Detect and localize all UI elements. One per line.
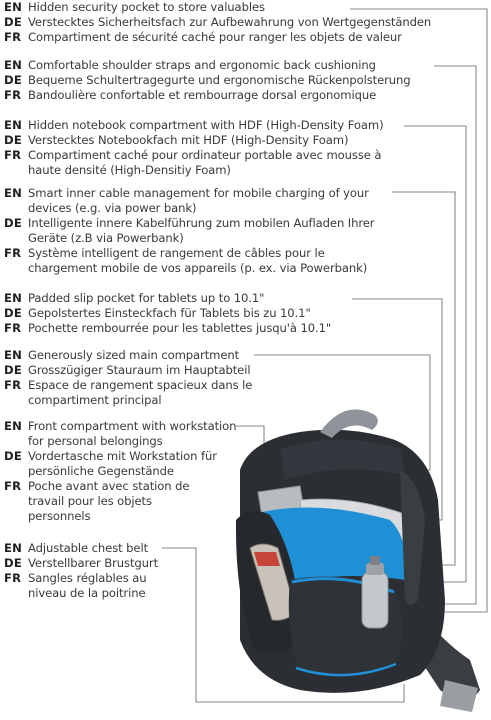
lang-code-de: DE [4,15,22,29]
feature-text: Smart inner cable management for mobile charging of your [28,186,369,200]
feature-line-en [4,541,158,556]
feature-text: persönliche Gegenstände [28,464,174,478]
feature-text: Verstellbarer Brustgurt [28,556,159,570]
lang-code-de: DE [4,216,22,230]
feature-line-en [4,419,236,434]
feature-line-en [4,118,384,133]
feature-text: Padded slip pocket for tablets up to 10.1" [28,291,265,305]
feature-line-fr [4,571,158,586]
feature-text: personnels [28,509,91,523]
feature-text: Comfortable shoulder straps and ergonomic back cushioning [28,58,376,72]
feature-line-de [4,556,158,571]
feature-line-fr [4,148,384,163]
feature-line-fr [4,246,374,261]
feature-shoulder-straps [4,58,411,103]
feature-text: Geräte (z.B via Powerbank) [28,231,184,245]
lang-code-en: EN [4,118,23,132]
feature-line-en [4,291,331,306]
feature-line-de-cont [4,464,236,479]
feature-text: Bequeme Schultertragegurte und ergonomische Rückenpolsterung [28,73,411,87]
feature-line-fr [4,321,331,336]
lang-code-de: DE [4,363,22,377]
feature-text: Grosszügiger Stauraum im Hauptabteil [28,363,251,377]
feature-text: Hidden security pocket to store valuables [28,0,265,14]
lang-code-en: EN [4,348,23,362]
lang-code-fr: FR [4,30,22,44]
feature-text: Intelligente innere Kabelführung zum mobilen Aufladen Ihrer [28,216,375,230]
lang-code-fr: FR [4,571,22,585]
lang-code-en: EN [4,0,23,14]
lang-code-fr: FR [4,479,22,493]
lang-code-de: DE [4,73,22,87]
lang-code-de: DE [4,449,22,463]
feature-line-fr-cont [4,163,384,178]
feature-text: Adjustable chest belt [28,541,149,555]
feature-text: compartiment principal [28,393,162,407]
feature-line-de [4,133,384,148]
feature-text: Système intelligent de rangement de câbles pour le [28,246,325,260]
feature-line-en [4,186,374,201]
feature-front-compartment [4,419,236,524]
feature-line-en [4,348,252,363]
lang-code-de: DE [4,133,22,147]
lang-code-en: EN [4,291,23,305]
lang-code-de: DE [4,306,22,320]
feature-line-de [4,15,431,30]
feature-line-en-cont [4,434,236,449]
feature-line-fr [4,30,431,45]
lang-code-en: EN [4,419,23,433]
feature-text: Poche avant avec station de [28,479,190,493]
feature-text: Sangles réglables au [28,571,147,585]
feature-main-compartment [4,348,252,408]
feature-line-de [4,73,411,88]
feature-line-fr-cont [4,261,374,276]
feature-line-fr-cont [4,494,236,509]
lang-code-en: EN [4,541,23,555]
feature-line-fr-cont [4,509,236,524]
lang-code-fr: FR [4,88,22,102]
feature-text: travail pour les objets [28,494,152,508]
lang-code-fr: FR [4,148,22,162]
feature-cable-management [4,186,374,276]
feature-line-fr-cont [4,393,252,408]
feature-line-de [4,449,236,464]
feature-line-fr [4,479,236,494]
feature-text: Generously sized main compartment [28,348,240,362]
feature-text: Verstecktes Notebookfach mit HDF (High-Density Foam) [28,133,349,147]
feature-line-en [4,58,411,73]
lang-code-fr: FR [4,246,22,260]
feature-text: Vordertasche mit Workstation für [28,449,217,463]
feature-line-fr [4,88,411,103]
lang-code-en: EN [4,58,23,72]
feature-line-en [4,0,431,15]
feature-chest-belt [4,541,158,601]
lang-code-de: DE [4,556,22,570]
feature-line-de [4,306,331,321]
feature-text: Bandoulière confortable et rembourrage dorsal ergonomique [28,88,377,102]
feature-text: for personal belongings [28,434,163,448]
feature-text: Compartiment de sécurité caché pour ranger les objets de valeur [28,30,402,44]
feature-line-fr-cont [4,586,158,601]
feature-text: Espace de rangement spacieux dans le [28,378,253,392]
feature-text: Verstecktes Sicherheitsfach zur Aufbewahrung von Wertgegenständen [28,15,432,29]
feature-text: Front compartment with workstation [28,419,237,433]
lang-code-fr: FR [4,321,22,335]
feature-line-fr [4,378,252,393]
feature-text: Compartiment caché pour ordinateur portable avec mousse à [28,148,382,162]
feature-text: devices (e.g. via power bank) [28,201,197,215]
feature-security-pocket [4,0,431,45]
feature-text: chargement mobile de vos appareils (p. ex. via Powerbank) [28,261,368,275]
feature-tablet-pocket [4,291,331,336]
feature-line-de-cont [4,231,374,246]
feature-line-en-cont [4,201,374,216]
feature-text: haute densité (High-Densitiy Foam) [28,163,231,177]
feature-text: Pochette rembourrée pour les tablettes jusqu'à 10.1" [28,321,332,335]
feature-line-de [4,363,252,378]
lang-code-en: EN [4,186,23,200]
feature-text: Hidden notebook compartment with HDF (High-Density Foam) [28,118,384,132]
feature-line-de [4,216,374,231]
feature-text: niveau de la poitrine [28,586,146,600]
feature-text: Gepolstertes Einsteckfach für Tablets bis zu 10.1" [28,306,311,320]
lang-code-fr: FR [4,378,22,392]
feature-notebook-compartment [4,118,384,178]
